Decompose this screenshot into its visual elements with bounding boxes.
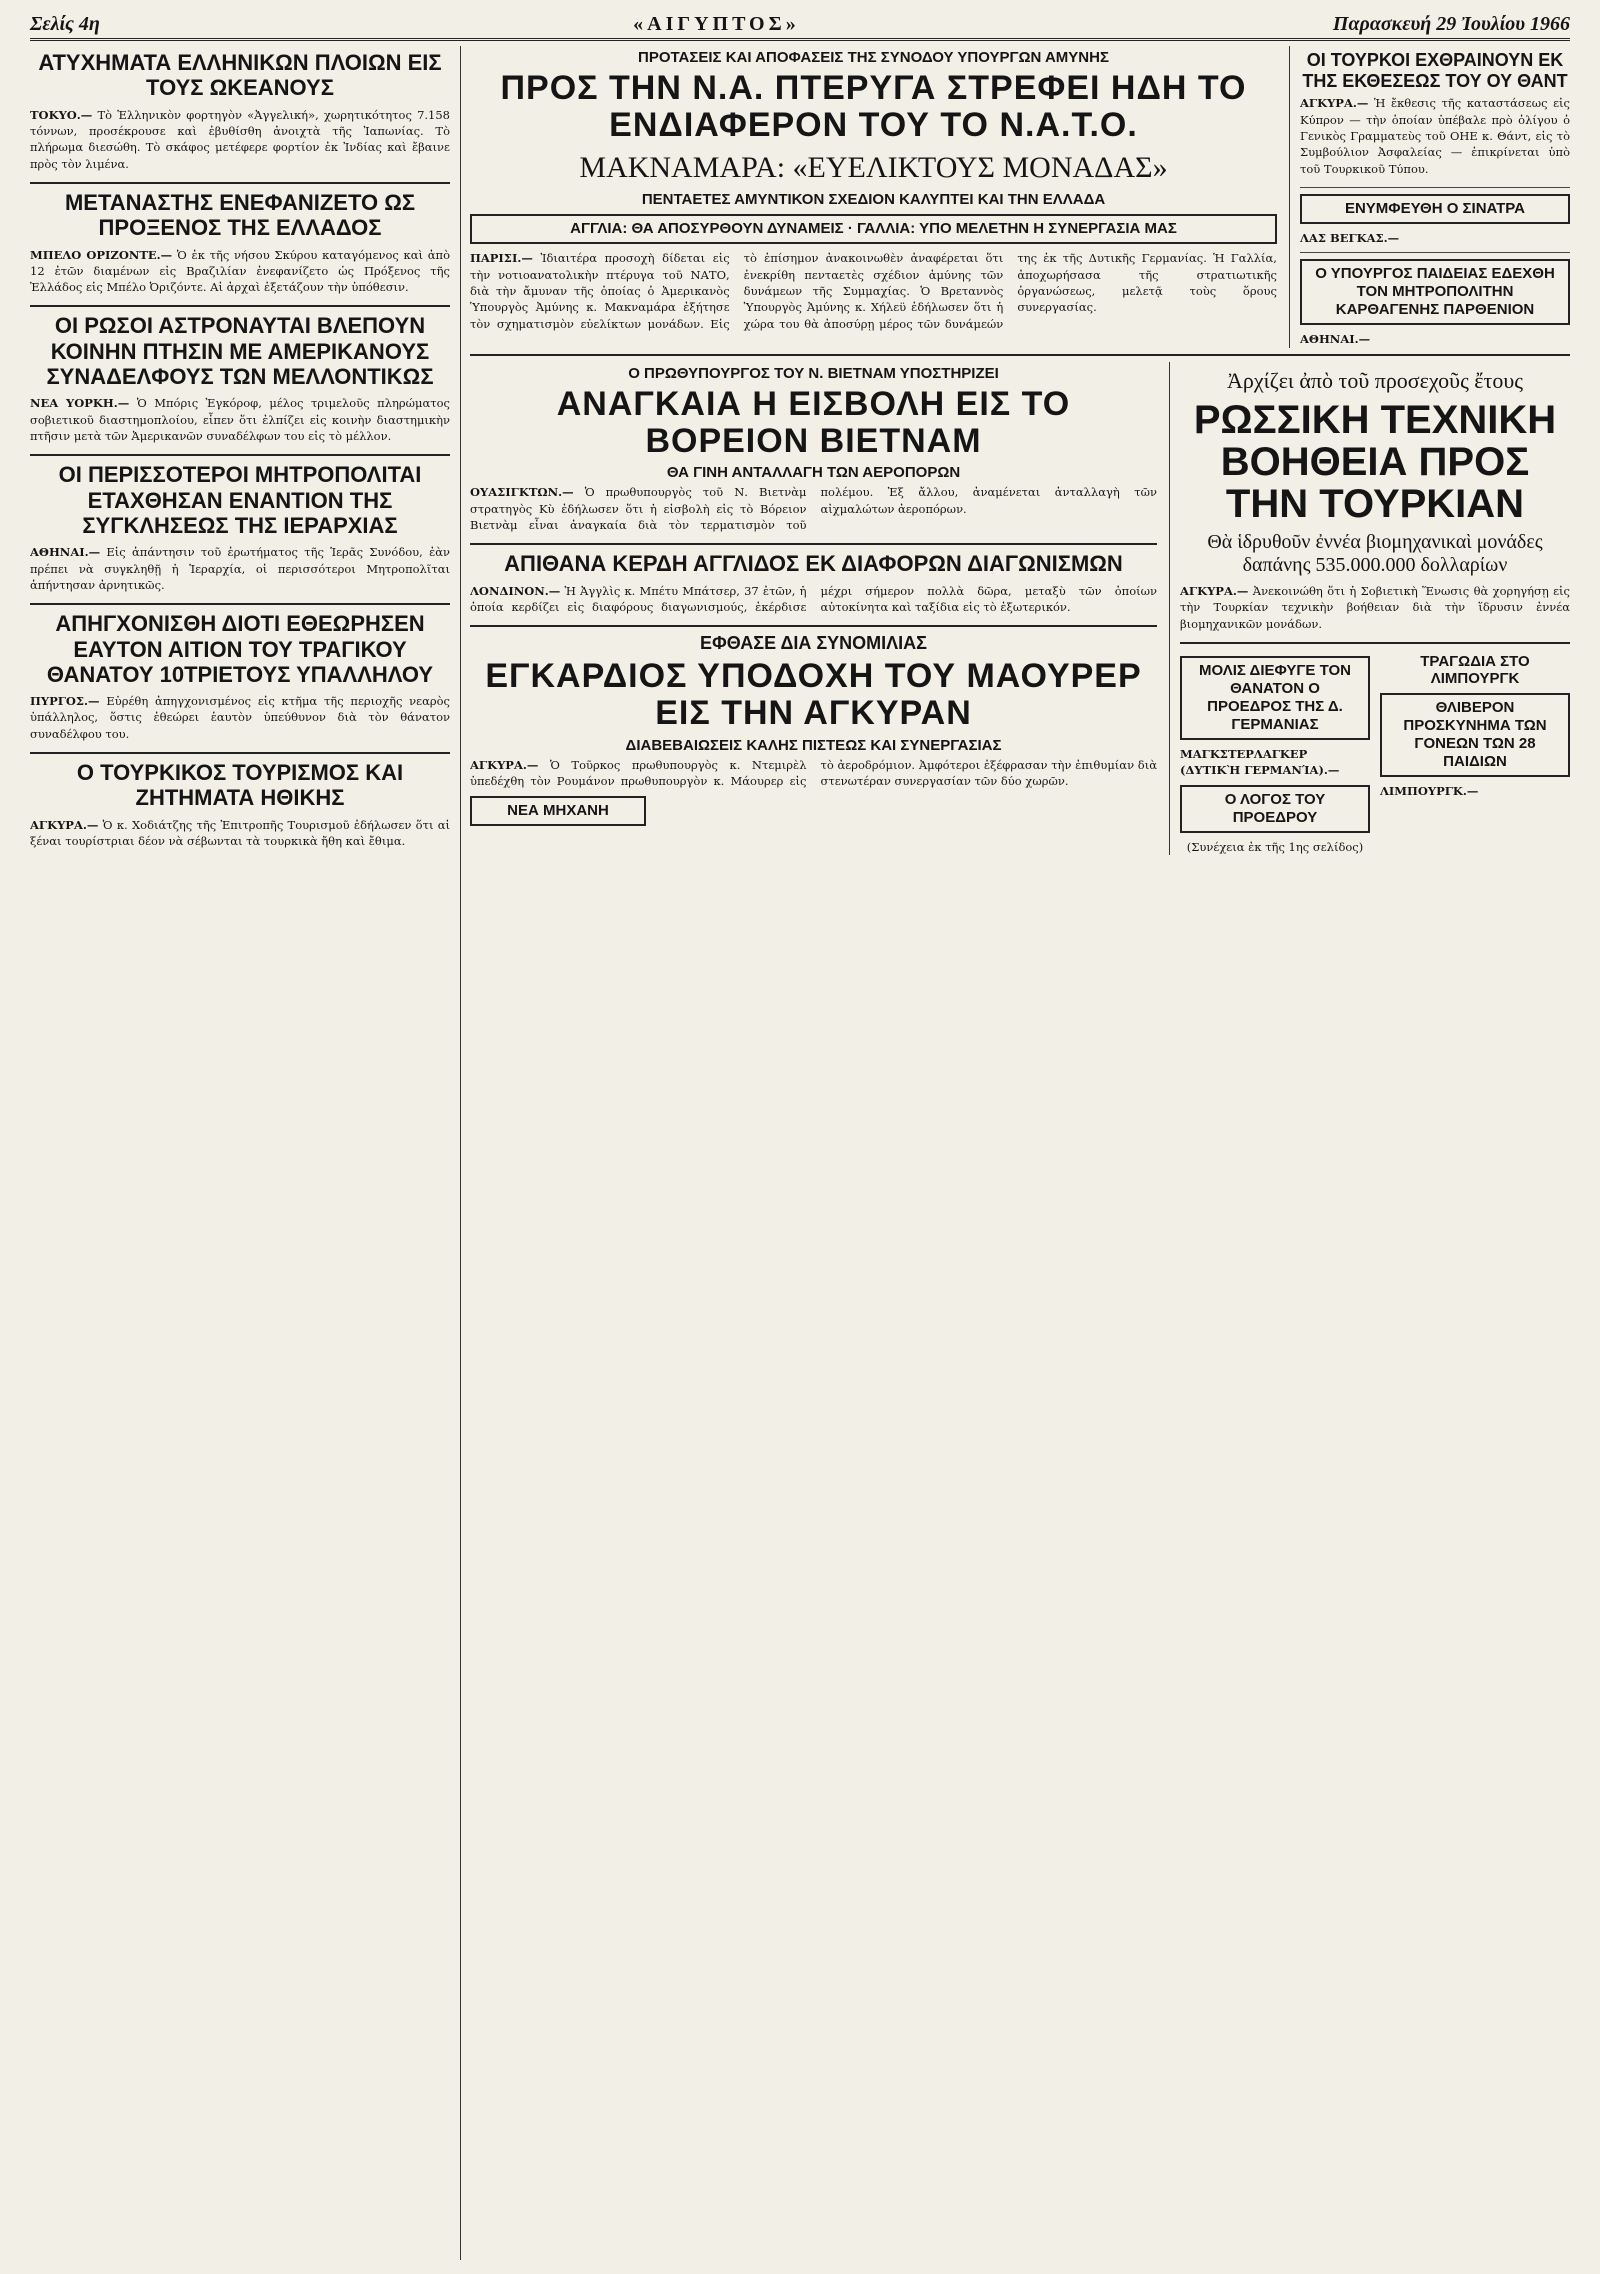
headline: ΠΡΟΣ ΤΗΝ Ν.Α. ΠΤΕΡΥΓΑ ΣΤΡΕΦΕΙ ΗΔΗ ΤΟ ΕΝΔΙΑΦΕΡΟΝ ΤΟΥ ΤΟ Ν.Α.Τ.Ο. — [500, 69, 1247, 145]
article-nato — [470, 46, 1277, 348]
dateline: ΑΓΚΥΡΑ.— — [470, 757, 539, 772]
article-russia — [1180, 368, 1570, 632]
left-column — [30, 46, 450, 2260]
dateline: ΜΑΓΚΣΤΕΡΛΑΓΚΕΡ (ΔΥΤΙΚῊ ΓΕΡΜΑΝΊΑ).— — [1180, 746, 1340, 778]
subtitle: ΜΑΚΝΑΜΑΡΑ: «ΕΥΕΛΙΚΤΟΥΣ ΜΟΝΑΔΑΣ» — [579, 150, 1168, 184]
headline: ΑΠΙΘΑΝΑ ΚΕΡΔΗ ΑΓΓΛΙΔΟΣ ΕΚ ΔΙΑΦΟΡΩΝ ΔΙΑΓΩΝΙΣΜΩΝ — [504, 551, 1123, 577]
headline: ΜΕΤΑΝΑΣΤΗΣ ΕΝΕΦΑΝΙΖΕΤΟ ΩΣ ΠΡΟΞΕΝΟΣ ΤΗΣ ΕΛΛΑΔΟΣ — [64, 189, 416, 241]
dateline: ΠΥΡΓΟΣ.— — [30, 694, 100, 709]
headline: ΡΩΣΣΙΚΗ ΤΕΧΝΙΚΗ ΒΟΗΘΕΙΑ ΠΡΟΣ ΤΗΝ ΤΟΥΡΚΙΑΝ — [1193, 397, 1557, 526]
subtitle: ΘΑ ΓΙΝΗ ΑΝΤΑΛΛΑΓΗ ΤΩΝ ΑΕΡΟΠΟΡΩΝ — [666, 464, 961, 482]
main-column — [470, 46, 1570, 2260]
article-text: Ὁ κ. Χοδιάτζης τῆς Ἐπιτροπῆς Τουρισμοῦ ἐδήλωσεν ὅτι αἱ ξέναι τουρίστριαι δέον νὰ σέβωνται τὰ τουρκικὰ ἤθη καὶ ἔθιμα. — [30, 817, 450, 849]
headline-president: ΜΟΛΙΣ ΔΙΕΦΥΓΕ ΤΟΝ ΘΑΝΑΤΟΝ Ο ΠΡΟΕΔΡΟΣ ΤΗΣ Δ. ΓΕΡΜΑΝΙΑΣ — [1180, 656, 1370, 740]
article-boy — [30, 611, 450, 742]
subtitle: ΔΙΑΒΕΒΑΙΩΣΕΙΣ ΚΑΛΗΣ ΠΙΣΤΕΩΣ ΚΑΙ ΣΥΝΕΡΓΑΣΙΑΣ — [625, 736, 1002, 754]
article-shipwrecks — [30, 50, 450, 172]
article-text: Ὁ Τοῦρκος πρωθυπουργὸς κ. Ντεμιρὲλ ὑπεδέχθη τὸν Ρουμάνον πρωθυπουργὸν κ. Μάουρερ εἰς τὸ ἀεροδρόμιον. Ἀμφότεροι ἐξέφρασαν τὴν ἐπιθυμίαν διὰ στενωτέραν συνεργασίαν τῶν δύο χωρῶν. — [470, 757, 1157, 789]
headline-speech: Ο ΛΟΓΟΣ ΤΟΥ ΠΡΟΕΔΡΟΥ — [1180, 785, 1370, 833]
headline-sinatra: ΕΝΥΜΦΕΥΘΗ Ο ΣΙΝΑΤΡΑ — [1300, 194, 1570, 224]
dateline: ΛΙΜΠΟΥΡΓΚ.— — [1380, 783, 1479, 798]
article-turks — [1300, 50, 1570, 177]
article-text: Τὸ Ἑλληνικὸν φορτηγὸν «Ἀγγελική», χωρητικότητος 7.158 τόννων, προσέκρουσε καὶ ἐβυθίσθη ἀνοιχτὰ τῆς Ἰαπωνίας. Τὸ πλήρωμα διεσώθη. Τὸ σκάφος μετέφερε φορτίον ἐκ Ἰνδίας καὶ ἔβαινε πρὸς τὸν λιμένα. — [30, 107, 450, 171]
dateline: ΜΠΕΛΟ ΟΡΙΖΟΝΤΕ.— — [30, 247, 173, 262]
article-text: Ἰδιαιτέρα προσοχὴ δίδεται εἰς τὴν νοτιοανατολικὴν πτέρυγα τοῦ ΝΑΤΟ, διὰ τὴν ἄμυναν τῆς ὁποίας ὁ Ἀμερικανὸς Ὑπουργὸς Ἀμύνης κ. Μακναμάρα ἐξήτησε τὸν σχηματισμὸν εὐελίκτων μονάδων. Εἰς τὸ ἐπίσημον ἀνακοινωθὲν ἀναφέρεται ὅτι ἐνεκρίθη πενταετὲς σχέδιον ἀμύνης τῶν δυνάμεων τῆς Συμμαχίας. Ὁ Βρεταννὸς Ὑπουργὸς Ἀμύνης κ. Χήλεϋ ἐδήλωσεν ὅτι ἡ χώρα του θὰ ἀποσύρῃ μέρος τῶν δυνάμεών της ἐκ τῆς Δυτικῆς Γερμανίας. Ἡ Γαλλία, ἀποχωρήσασα τῆς στρατιωτικῆς ὀργανώσεως, μελετᾷ τοὺς ὅρους συνεργασίας. — [470, 251, 1277, 331]
dateline: ΠΑΡΙΣΙ.— — [470, 251, 533, 266]
dateline: ΑΘΗΝΑΙ.— — [30, 545, 101, 560]
article-text: Εὑρέθη ἀπηγχονισμένος εἰς κτῆμα τῆς περιοχῆς νεαρὸς ὑπάλληλος, ὅστις ἐθεώρει ἑαυτὸν ὑπεύθυνον διὰ τὸν θάνατον συναδέλφου του. — [30, 694, 450, 741]
article-britain — [470, 551, 1157, 615]
article-bishops — [30, 462, 450, 593]
headline: ΑΠΗΓΧΟΝΙΣΘΗ ΔΙΟΤΙ ΕΘΕΩΡΗΣΕΝ ΕΑΥΤΟΝ ΑΙΤΙΟΝ ΤΟΥ ΤΡΑΓΙΚΟΥ ΘΑΝΑΤΟΥ 10ΤΡΙΕΤΟΥΣ ΥΠΑΛΛΗΛΟΥ — [46, 611, 434, 687]
headline-machine: ΝΕΑ ΜΗΧΑΝΗ — [470, 796, 646, 826]
headline-pilgrimage: ΘΛΙΒΕΡΟΝ ΠΡΟΣΚΥΝΗΜΑ ΤΩΝ ΓΟΝΕΩΝ ΤΩΝ 28 ΠΑΙΔΙΩΝ — [1380, 693, 1570, 777]
article-vietnam — [470, 365, 1157, 534]
headline: ΟΙ ΡΩΣΟΙ ΑΣΤΡΟΝΑΥΤΑΙ ΒΛΕΠΟΥΝ ΚΟΙΝΗΝ ΠΤΗΣΙΝ ΜΕ ΑΜΕΡΙΚΑΝΟΥΣ ΣΥΝΑΔΕΛΦΟΥΣ ΤΩΝ ΜΕΛΛΟΝΤΙΚΩΣ — [46, 313, 434, 390]
article-astronauts — [30, 313, 450, 444]
article-ankara — [470, 633, 1157, 825]
continuation-note: (Συνέχεια ἐκ τῆς 1ης σελίδος) — [1186, 839, 1364, 854]
kicker: Ἀρχίζει ἀπὸ τοῦ προσεχοῦς ἔτους — [1227, 367, 1523, 393]
article-text: Ὁ πρωθυπουργὸς τοῦ Ν. Βιετνὰμ στρατηγὸς Κὺ ἐδήλωσεν ὅτι ἡ εἰσβολὴ εἰς τὸ Βόρειον Βιετνὰμ εἶναι ἀναγκαία διὰ τὸν τερματισμὸν τοῦ πολέμου. Ἐξ ἄλλου, ἀναμένεται ἀνταλλαγὴ τῶν αἰχμαλώτων ἀεροπόρων. — [470, 485, 1157, 533]
right-sidebar — [1289, 46, 1570, 348]
kicker: ΤΡΑΓΩΔΙΑ ΣΤΟ ΛΙΜΠΟΥΡΓΚ — [1420, 652, 1530, 687]
dateline: ΑΘΗΝΑΙ.— — [1300, 332, 1371, 347]
page-number: Σελίς 4η — [30, 12, 100, 35]
article-text: Ὁ ἐκ τῆς νήσου Σκύρου καταγόμενος καὶ ἀπὸ 12 ἐτῶν διαμένων εἰς Βραζιλίαν ἐνεφανίζετο ὡς Πρόξενος τῆς Ἑλλάδος εἰς Μπέλο Ὀριζόντε. Αἱ ἀρχαὶ ἐξετάζουν τὴν ὑπόθεσιν. — [30, 247, 450, 295]
headline: ΑΝΑΓΚΑΙΑ Η ΕΙΣΒΟΛΗ ΕΙΣ ΤΟ ΒΟΡΕΙΟΝ ΒΙΕΤΝΑΜ — [556, 384, 1071, 461]
dateline: ΝΕΑ ΥΟΡΚΗ.— — [30, 396, 130, 411]
headline: Ο ΤΟΥΡΚΙΚΟΣ ΤΟΥΡΙΣΜΟΣ ΚΑΙ ΖΗΤΗΜΑΤΑ ΗΘΙΚΗΣ — [76, 760, 404, 811]
dateline: ΑΓΚΥΡΑ.— — [1300, 96, 1369, 111]
dateline: ΤΟΚΥΟ.— — [30, 107, 93, 122]
dateline: ΛΟΝΔΙΝΟΝ.— — [470, 583, 561, 598]
headline: ΕΓΚΑΡΔΙΟΣ ΥΠΟΔΟΧΗ ΤΟΥ ΜΑΟΥΡΕΡ ΕΙΣ ΤΗΝ ΑΓΚΥΡΑΝ — [485, 657, 1142, 733]
article-text: Ἡ Ἀγγλὶς κ. Μπέτυ Μπάτσερ, 37 ἐτῶν, ἡ ὁποία κερδίζει εἰς διαφόρους διαγωνισμούς, ἐκέρδισε μέχρι σήμερον πολλὰ δῶρα, μεταξὺ τῶν ὁποίων αὐτοκίνητα καὶ ταξίδια εἰς τὸ ἐξωτερικόν. — [470, 583, 1157, 615]
dateline: ΑΓΚΥΡΑ.— — [1180, 583, 1249, 598]
article-text: Εἰς ἀπάντησιν τοῦ ἐρωτήματος τῆς Ἱερᾶς Συνόδου, ἐὰν πρέπει νὰ συγκληθῇ ἡ Ἱεραρχία, οἱ περισσότεροι Μητροπολῖται ἀπήντησαν ἀρνητικῶς. — [30, 545, 450, 592]
article-tourism — [30, 760, 450, 849]
subtitle: Θὰ ἱδρυθοῦν ἐννέα βιομηχανικαὶ μονάδες δαπάνης 535.000.000 δολλαρίων — [1207, 530, 1543, 576]
dateline: ΑΓΚΥΡΑ.— — [30, 817, 99, 832]
article-text: Ὁ Μπόρις Ἐγκόροφ, μέλος τριμελοῦς πληρώματος σοβιετικοῦ διαστημοπλοίου, εἶπεν ὅτι ἐλπίζει εἰς κοινὴν διαστημικὴν πτῆσιν μετὰ τῶν Ἀμερικανῶν συναδέλφων του εἰς τὸ μέλλον. — [30, 396, 450, 444]
kicker: ΕΦΘΑΣΕ ΔΙΑ ΣΥΝΟΜΙΛΙΑΣ — [700, 633, 927, 654]
dateline: ΟΥΑΣΙΓΚΤΩΝ.— — [470, 485, 574, 500]
masthead: «ΑΙΓΥΠΤΟΣ» — [633, 12, 800, 35]
headline-minister: Ο ΥΠΟΥΡΓΟΣ ΠΑΙΔΕΙΑΣ ΕΔΕΧΘΗ ΤΟΝ ΜΗΤΡΟΠΟΛΙΤΗΝ ΚΑΡΘΑΓΕΝΗΣ ΠΑΡΘΕΝΙΟΝ — [1300, 259, 1570, 325]
headline: ΟΙ ΠΕΡΙΣΣΟΤΕΡΟΙ ΜΗΤΡΟΠΟΛΙΤΑΙ ΕΤΑΧΘΗΣΑΝ ΕΝΑΝΤΙΟΝ ΤΗΣ ΣΥΓΚΛΗΣΕΩΣ ΤΗΣ ΙΕΡΑΡΧΙΑΣ — [58, 462, 422, 538]
deck: ΠΕΝΤΑΕΤΕΣ ΑΜΥΝΤΙΚΟΝ ΣΧΕΔΙΟΝ ΚΑΛΥΠΤΕΙ ΚΑΙ ΤΗΝ ΕΛΛΑΔΑ — [641, 191, 1106, 209]
article-immigrant — [30, 190, 450, 296]
boxed-headline: ΑΓΓΛΙΑ: ΘΑ ΑΠΟΣΥΡΘΟΥΝ ΔΥΝΑΜΕΙΣ · ΓΑΛΛΙΑ: ΥΠΟ ΜΕΛΕΤΗΝ Η ΣΥΝΕΡΓΑΣΙΑ ΜΑΣ — [470, 214, 1277, 244]
issue-date: Παρασκευή 29 Ἰουλίου 1966 — [1332, 12, 1570, 35]
kicker: ΠΡΟΤΑΣΕΙΣ ΚΑΙ ΑΠΟΦΑΣΕΙΣ ΤΗΣ ΣΥΝΟΔΟΥ ΥΠΟΥΡΓΩΝ ΑΜΥΝΗΣ — [638, 49, 1109, 66]
dateline: ΛΑΣ ΒΕΓΚΑΣ.— — [1300, 231, 1400, 246]
article-text: Ἡ ἔκθεσις τῆς καταστάσεως εἰς Κύπρον — τὴν ὁποίαν ὑπέβαλε πρὸ ὀλίγου ὁ Γενικὸς Γραμματεὺς τοῦ ΟΗΕ κ. Θάντ, εἰς τὸ Συμβούλιον Ἀσφαλείας — ἐπικρίνεται ὑπὸ τοῦ Τουρκικοῦ Τύπου. — [1300, 96, 1570, 176]
headline: ΑΤΥΧΗΜΑΤΑ ΕΛΛΗΝΙΚΩΝ ΠΛΟΙΩΝ ΕΙΣ ΤΟΥΣ ΩΚΕΑΝΟΥΣ — [38, 50, 442, 101]
article-text: Ἀνεκοινώθη ὅτι ἡ Σοβιετικὴ Ἕνωσις θὰ χορηγήσῃ εἰς τὴν Τουρκίαν τεχνικὴν βοήθειαν διὰ τὴν ἵδρυσιν ἐννέα βιομηχανικῶν μονάδων. — [1180, 583, 1570, 631]
kicker: Ο ΠΡΩΘΥΠΟΥΡΓΟΣ ΤΟΥ Ν. ΒΙΕΤΝΑΜ ΥΠΟΣΤΗΡΙΖΕΙ — [628, 364, 999, 382]
headline: ΟΙ ΤΟΥΡΚΟΙ ΕΧΘΡΑΙΝΟΥΝ ΕΚ ΤΗΣ ΕΚΘΕΣΕΩΣ ΤΟΥ ΟΥ ΘΑΝΤ — [1302, 50, 1568, 91]
page-header — [30, 10, 1570, 41]
